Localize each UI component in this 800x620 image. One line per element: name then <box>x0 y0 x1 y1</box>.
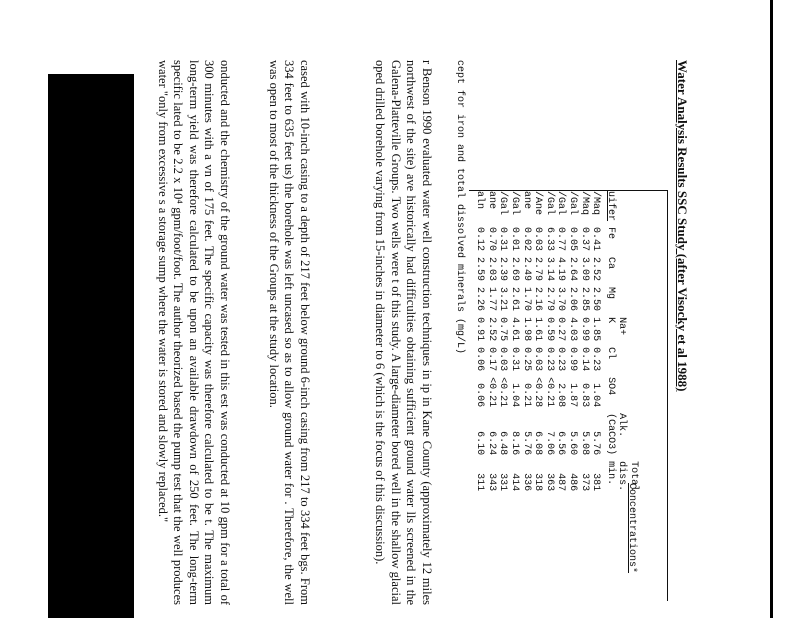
column-header: Alk. (CaCO3) <box>604 413 628 456</box>
column-header: Fe <box>604 227 616 240</box>
column-header: Mg <box>604 287 616 300</box>
table-cell: 2.03 <box>485 257 497 282</box>
paragraph-pump-test: onducted and the chemistry of the ground water was tested in this est was conducted at 10 gpm for a total of 300 minutes with a vn of 175 feet. The specific capacity was therefore calculated to be t. The maximum long-term yield was therefore calculated to be upon an available drawdown of 250 feet. The long-term specific lated to be 2.2 x 10⁴ gpm/foot/foot. The author theorized based the pump test that the well produces water "only from excessive s a storage sump where the water is stored and slowly replaced." <box>156 60 232 605</box>
table-heading: Water Analysis Results SSC Study (after Visocky et al 1988) <box>675 60 690 392</box>
table-row <box>474 191 486 497</box>
table-cell: 5.76 <box>590 431 602 456</box>
table-cell: 2.59 <box>474 257 486 282</box>
table-cell: 6.10 <box>474 431 486 456</box>
table-row <box>555 191 567 497</box>
table-cell: 1.04 <box>509 383 521 408</box>
table-cell: 2.64 <box>567 257 579 282</box>
table-cell: 0.02 <box>520 227 532 252</box>
table-cell: 0.03 <box>497 347 509 372</box>
table-cell: 0.06 <box>474 347 486 372</box>
table-cell: ane <box>485 191 497 210</box>
table-cell: 0.83 <box>578 383 590 408</box>
water-analysis-table <box>469 190 668 601</box>
table-cell: 2.52 <box>485 317 497 342</box>
table-cell: /Maq <box>578 191 590 216</box>
table-row <box>520 191 532 497</box>
table-cell: 343 <box>485 473 497 492</box>
table-row <box>543 191 555 497</box>
table-cell: 0.59 <box>543 317 555 342</box>
table-cell: 3.21 <box>497 287 509 312</box>
table-cell: aln <box>474 191 486 210</box>
table-cell: 1.77 <box>485 287 497 312</box>
table-cell: /Ane <box>532 191 544 216</box>
table-cell: 331 <box>497 473 509 492</box>
table-cell: 3.14 <box>543 257 555 282</box>
table-row <box>578 191 590 497</box>
table-cell: 1.61 <box>532 317 544 342</box>
table-cell: 6.48 <box>497 431 509 456</box>
table-cell: <0.21 <box>497 377 509 408</box>
table-cell: 0.25 <box>520 347 532 372</box>
table-cell: 4.19 <box>555 257 567 282</box>
table-cell: /Gal <box>555 191 567 216</box>
column-header: Ca <box>604 257 616 270</box>
table-cell: 2.69 <box>509 257 521 282</box>
table-row <box>590 191 602 497</box>
table-cell: 0.23 <box>543 347 555 372</box>
table-cell: ane <box>520 191 532 210</box>
table-cell: 1.04 <box>590 383 602 408</box>
table-cell: 0.70 <box>485 227 497 252</box>
table-cell: 2.50 <box>590 287 602 312</box>
table-row <box>566 191 578 497</box>
table-cell: 1.87 <box>567 383 579 408</box>
table-cell: /Maq <box>590 191 602 216</box>
table-row <box>485 191 497 497</box>
table-cell: 2.39 <box>497 257 509 282</box>
table-cell: 4.61 <box>509 317 521 342</box>
table-cell: 0.37 <box>578 227 590 252</box>
table-cell: 0.75 <box>497 317 509 342</box>
table-cell: 0.05 <box>567 227 579 252</box>
column-header: Cl <box>604 347 616 360</box>
table-cell: 0.31 <box>497 227 509 252</box>
table-cell: 0.41 <box>590 227 602 252</box>
table-cell: 0.31 <box>509 347 521 372</box>
table-cell: 2.06 <box>567 287 579 312</box>
table-cell: /Gal <box>567 191 579 216</box>
table-cell: 0.77 <box>555 227 567 252</box>
rotated-document-page <box>156 60 690 620</box>
table-cell: 0.03 <box>532 347 544 372</box>
table-footnote: cept for iron and total dissolved minerals (mg/L) <box>454 60 465 355</box>
table-cell: 2.61 <box>509 287 521 312</box>
table-cell: 336 <box>520 473 532 492</box>
column-header: Total diss. min. <box>604 461 639 492</box>
table-cell: 0.01 <box>509 227 521 252</box>
table-cell: 3.70 <box>555 287 567 312</box>
table-cell: 0.23 <box>555 347 567 372</box>
column-header: SO4 <box>604 377 616 396</box>
scan-border-line <box>770 0 773 618</box>
table-body <box>474 191 602 497</box>
table-cell: 4.03 <box>567 317 579 342</box>
table-cell: 0.06 <box>474 383 486 408</box>
scan-black-edge <box>48 74 134 618</box>
table-cell: 0.03 <box>532 227 544 252</box>
table-cell: 0.23 <box>590 347 602 372</box>
table-cell: 0.27 <box>555 317 567 342</box>
table-cell: /Gal <box>543 191 555 216</box>
table-cell: 8.16 <box>509 431 521 456</box>
table-cell: 0.99 <box>567 347 579 372</box>
table-cell: 2.26 <box>474 287 486 312</box>
table-cell: 318 <box>532 473 544 492</box>
table-row <box>532 191 544 497</box>
table-cell: 3.09 <box>578 257 590 282</box>
table-cell: 6.08 <box>532 431 544 456</box>
table-cell: 2.49 <box>520 257 532 282</box>
table-cell: <0.21 <box>543 377 555 408</box>
concentrations-group-title: Concentrations* <box>626 483 637 574</box>
table-cell: 2.52 <box>590 257 602 282</box>
table-cell: 2.79 <box>532 257 544 282</box>
table-cell: 5.60 <box>567 431 579 456</box>
table-cell: 0.12 <box>474 227 486 252</box>
table-cell: 414 <box>509 473 521 492</box>
table-cell: 7.06 <box>543 431 555 456</box>
table-cell: 2.85 <box>578 287 590 312</box>
table-cell: <0.21 <box>485 377 497 408</box>
table-cell: 487 <box>555 473 567 492</box>
table-row <box>508 191 520 497</box>
table-cell: 6.24 <box>485 431 497 456</box>
scan-edge-mark <box>58 596 60 618</box>
table-cell: 0.91 <box>474 317 486 342</box>
table-cell: 0.14 <box>578 347 590 372</box>
table-cell: 6.33 <box>543 227 555 252</box>
table-cell: 2.79 <box>543 287 555 312</box>
table-cell: 1.70 <box>520 287 532 312</box>
table-cell: 0.99 <box>578 317 590 342</box>
table-cell: 381 <box>590 473 602 492</box>
table-cell: /Gal <box>497 191 509 216</box>
table-cell: 0.21 <box>520 383 532 408</box>
table-cell: 1.98 <box>520 317 532 342</box>
table-cell: 373 <box>578 473 590 492</box>
table-cell: 2.16 <box>532 287 544 312</box>
paragraph-well-construction: r Benson 1990 evaluated water well construction techniques in ip in Kane County (approximately 12 miles northwest of the site) ave historically had difficulties obtaining sufficient ground water lls screened in the Galena-Platteville Groups. Two wells were t of this study. A large-diameter bored well in the shallow glacial oped drilled borehole varying from 15-inches in diameter to 6 (which is the focus of this discussion). <box>373 60 434 605</box>
table-row <box>497 191 509 497</box>
table-cell: 6.56 <box>555 431 567 456</box>
table-cell: <0.28 <box>532 377 544 408</box>
table-cell: 5.08 <box>578 431 590 456</box>
table-cell: 2.08 <box>555 383 567 408</box>
column-header: uifer <box>604 191 616 222</box>
paragraph-casing: cased with 10-inch casing to a depth of 217 feet below ground 6-inch casing from 217 to 334 feet bgs. From 334 feet to 635 feet us) the borehole was left uncased so as to allow ground water for . Therefore, the well was open to most of the thickness of the Groups at the study location. <box>267 60 312 605</box>
table-cell: /Gal <box>509 191 521 216</box>
data-table <box>474 191 639 497</box>
table-header-row <box>601 191 639 497</box>
table-cell: 311 <box>474 473 486 492</box>
table-cell: 0.17 <box>485 347 497 372</box>
table-cell: 486 <box>567 473 579 492</box>
table-cell: 5.76 <box>520 431 532 456</box>
column-header: Na+ K <box>604 317 628 336</box>
table-cell: 1.85 <box>590 317 602 342</box>
table-cell: 363 <box>543 473 555 492</box>
